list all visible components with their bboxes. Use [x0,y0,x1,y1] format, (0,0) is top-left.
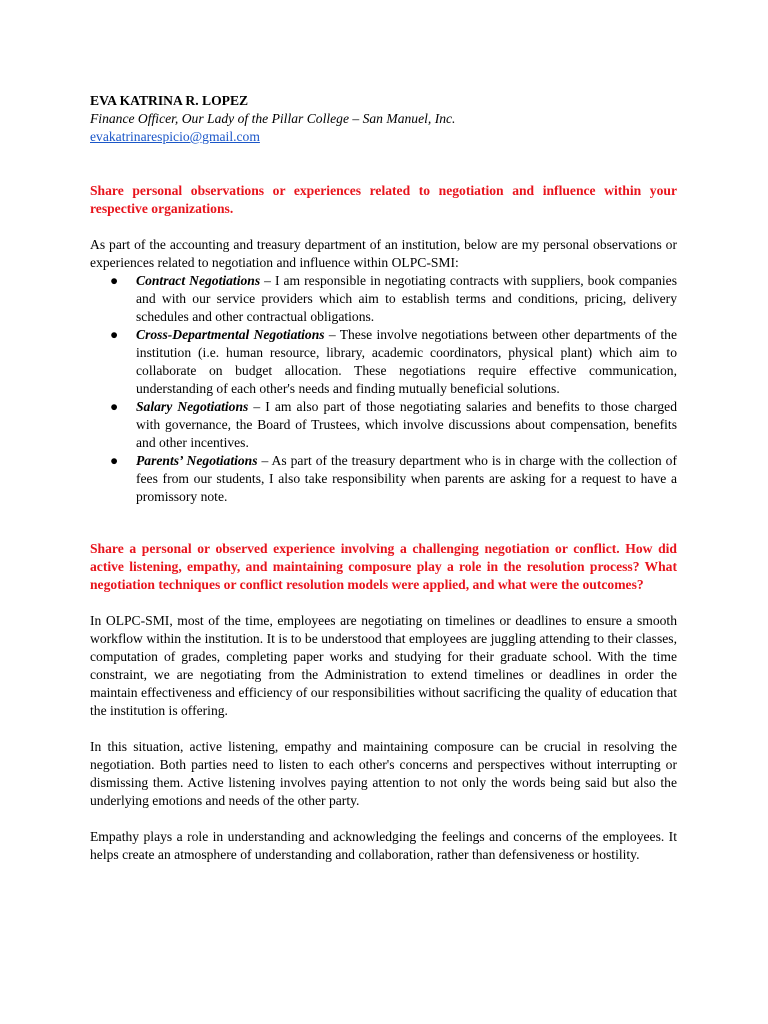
list-item [110,398,677,452]
section2-paragraph-2: In this situation, active listening, empathy and maintaining composure can be crucial in resolving the negotiation. Both parties need to listen to each other's concerns and perspectives without interrupting or dismissing them. Active listening involves paying attention to not only the words being said but also the underlying emotions and needs of the other party. [90,739,677,808]
question-2: Share a personal or observed experience involving a challenging negotiation or conflict. How did active listening, empathy, and maintaining composure play a role in the resolution process? What negotiation techniques or conflict resolution models were applied, and what were the outcomes? [90,541,677,592]
spacer [90,810,677,828]
list-item-term: Salary Negotiations [136,399,249,414]
bullet-icon: ● [110,327,119,342]
list-item-text: – These involve negotiations between other departments of the institution (i.e. human resource, library, academic coordinators, physical plant) which aim to collaborate on budget allocation. These negotiations require effective communication, understanding of each other's needs and finding mutually beneficial solutions. [136,327,677,396]
bullet-icon: ● [110,399,119,414]
spacer [90,506,677,540]
section2-paragraph-1: In OLPC-SMI, most of the time, employees are negotiating on timelines or deadlines to ensure a smooth workflow within the institution. It is to be understood that employees are juggling attending to their classes, computation of grades, completing paper works and studying for their graduate school. With the time constraint, we are negotiating from the Administration to extend timelines or deadlines in order the maintain effectiveness and efficiency of our responsibilities without sacrificing the quality of education that the institution is offering. [90,613,677,718]
spacer [90,720,677,738]
author-role: Finance Officer, Our Lady of the Pillar College – San Manuel, Inc. [90,111,456,126]
list-item-text: – As part of the treasury department who is in charge with the collection of fees from our students, I also take responsibility when parents are asking for a request to have a promissory note. [136,453,677,504]
section1-intro: As part of the accounting and treasury department of an institution, below are my personal observations or experiences related to negotiation and influence within OLPC-SMI: [90,237,677,270]
list-item [110,452,677,506]
spacer [90,146,677,182]
spacer [90,594,677,612]
author-name: EVA KATRINA R. LOPEZ [90,93,249,108]
list-item-text: – I am responsible in negotiating contracts with suppliers, book companies and with our service providers which aim to establish terms and conditions, pricing, delivery schedules and other contractual obligations. [136,273,677,324]
section2-paragraph-3: Empathy plays a role in understanding and acknowledging the feelings and concerns of the employees. It helps create an atmosphere of understanding and collaboration, rather than defensiveness or hostility. [90,829,677,862]
author-email-link[interactable]: evakatrinarespicio@gmail.com [90,129,260,144]
list-item-text: – I am also part of those negotiating salaries and benefits to those charged with governance, the Board of Trustees, which involve discussions about compensation, benefits and other incentives. [136,399,677,450]
list-item-term: Parents’ Negotiations [136,453,258,468]
list-item [110,326,677,398]
negotiation-list [90,272,677,506]
question-1: Share personal observations or experiences related to negotiation and influence within your respective organizations. [90,183,677,216]
bullet-icon: ● [110,273,119,288]
bullet-icon: ● [110,453,119,468]
spacer [90,218,677,236]
list-item [110,272,677,326]
list-item-term: Contract Negotiations [136,273,261,288]
list-item-term: Cross-Departmental Negotiations [136,327,325,342]
document-page [90,92,677,864]
